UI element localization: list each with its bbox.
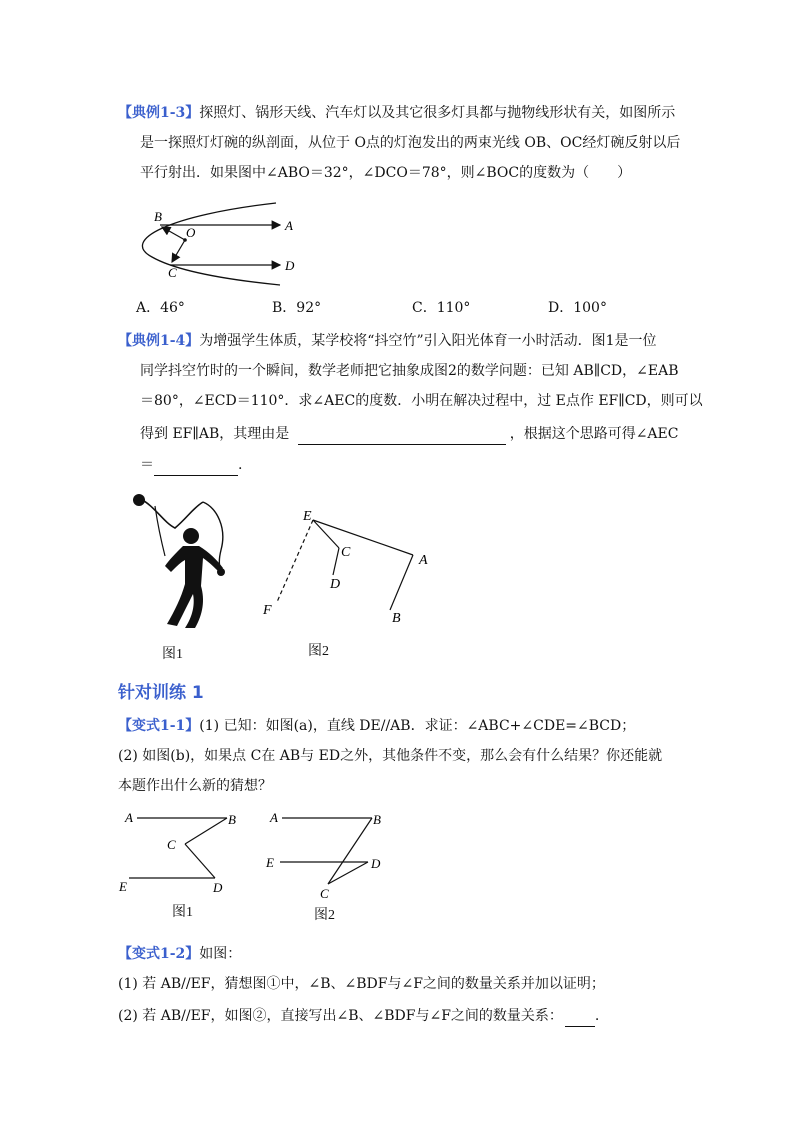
variant-tag: 【变式1-1】 bbox=[118, 718, 200, 734]
ray-oc bbox=[172, 240, 185, 262]
svg-text:C: C bbox=[167, 837, 176, 852]
example-1-4-line1: 【典例1-4】为增强学生体质，某学校将“抖空竹”引入阳光体育一小时活动．图1是一位 bbox=[118, 333, 657, 349]
example-1-3-line3: 平行射出．如果图中∠ABO＝32°，∠DCO＝78°，则∠BOC的度数为（ ） bbox=[140, 165, 632, 181]
svg-text:A: A bbox=[270, 810, 278, 825]
svg-text:B: B bbox=[228, 812, 236, 827]
variant-1-2-intro: 【变式1-2】如图： bbox=[118, 946, 242, 962]
variant-figure-2 bbox=[262, 806, 397, 901]
svg-text:D: D bbox=[371, 856, 381, 871]
label-b: B bbox=[154, 209, 162, 224]
example-1-4-line3: ＝80°，∠ECD＝110°．求∠AEC的度数．小明在解决过程中，过 E点作 EF∥CD，则可以 bbox=[140, 393, 703, 409]
variant-1-2-line1: (1) 若 AB//EF，猜想图①中，∠B、∠BDF与∠F之间的数量关系并加以证明； bbox=[118, 976, 605, 992]
diabolo-abstract-diagram bbox=[255, 500, 445, 635]
option-a: A．46° bbox=[136, 300, 185, 316]
variant-1-1-line2: (2) 如图(b)，如果点 C在 AB与 ED之外，其他条件不变，那么会有什么结果？你还能就 bbox=[118, 748, 663, 764]
example-tag: 【典例1-4】 bbox=[118, 333, 200, 349]
variant-figure-2-caption: 图2 bbox=[314, 908, 335, 923]
example-1-4-line2: 同学抖空竹时的一个瞬间，数学老师把它抽象成图2的数学问题：已知 AB∥CD，∠EAB bbox=[140, 363, 679, 379]
ray-ob bbox=[162, 227, 185, 240]
svg-text:D: D bbox=[213, 880, 223, 895]
svg-text:C: C bbox=[320, 886, 329, 901]
example-1-3-line1: 【典例1-3】探照灯、锅形天线、汽车灯以及其它很多灯具都与抛物线形状有关，如图所示 bbox=[118, 105, 676, 121]
label-b: B bbox=[392, 611, 401, 626]
label-f: F bbox=[263, 603, 272, 618]
segment-ea bbox=[313, 520, 413, 555]
svg-text:E: E bbox=[266, 855, 274, 870]
example-tag: 【典例1-3】 bbox=[118, 105, 200, 121]
answer-blank-reason[interactable] bbox=[298, 424, 506, 445]
figure-2-caption: 图2 bbox=[308, 644, 329, 659]
variant-1-1-line3: 本题作出什么新的猜想？ bbox=[118, 778, 272, 794]
variant-figure-1 bbox=[115, 806, 250, 896]
label-d: D bbox=[330, 577, 341, 592]
label-c: C bbox=[168, 265, 177, 280]
segment-ab bbox=[390, 555, 413, 610]
option-c: C．110° bbox=[412, 300, 471, 316]
label-a: A bbox=[419, 553, 428, 568]
example-1-4-line5: ＝ . bbox=[140, 455, 242, 476]
diabolo-player-silhouette bbox=[125, 488, 245, 633]
label-e: E bbox=[303, 509, 312, 524]
segment-ef-dashed bbox=[277, 520, 313, 602]
answer-blank-angle[interactable] bbox=[154, 455, 238, 476]
answer-blank-relation[interactable] bbox=[565, 1006, 595, 1027]
variant-1-1-line1: 【变式1-1】(1) 已知：如图(a)，直线 DE//AB．求证：∠ABC+∠CDE=∠BCD； bbox=[118, 718, 636, 734]
label-c: C bbox=[341, 545, 351, 560]
option-d: D．100° bbox=[548, 300, 607, 316]
variant-figure-1-caption: 图1 bbox=[172, 905, 193, 920]
variant-tag: 【变式1-2】 bbox=[118, 946, 200, 962]
parabola-curve bbox=[142, 203, 280, 285]
label-o: O bbox=[186, 225, 196, 240]
label-a: A bbox=[285, 218, 293, 233]
svg-text:B: B bbox=[373, 812, 381, 827]
example-1-4-line4: 得到 EF∥AB，其理由是 ，根据这个思路可得∠AEC bbox=[140, 424, 678, 445]
svg-text:E: E bbox=[119, 879, 127, 894]
segment-cd bbox=[333, 548, 339, 575]
example-1-3-line2: 是一探照灯灯碗的纵剖面，从位于 O点的灯泡发出的两束光线 OB、OC经灯碗反射以后 bbox=[140, 135, 681, 151]
option-b: B．92° bbox=[272, 300, 322, 316]
variant-1-2-line2: (2) 若 AB//EF，如图②，直接写出∠B、∠BDF与∠F之间的数量关系： . bbox=[118, 1006, 599, 1027]
label-d: D bbox=[285, 258, 295, 273]
svg-text:A: A bbox=[125, 810, 133, 825]
figure-1-caption: 图1 bbox=[162, 647, 183, 662]
section-title: 针对训练 1 bbox=[118, 683, 204, 703]
parabola-diagram bbox=[130, 195, 310, 290]
